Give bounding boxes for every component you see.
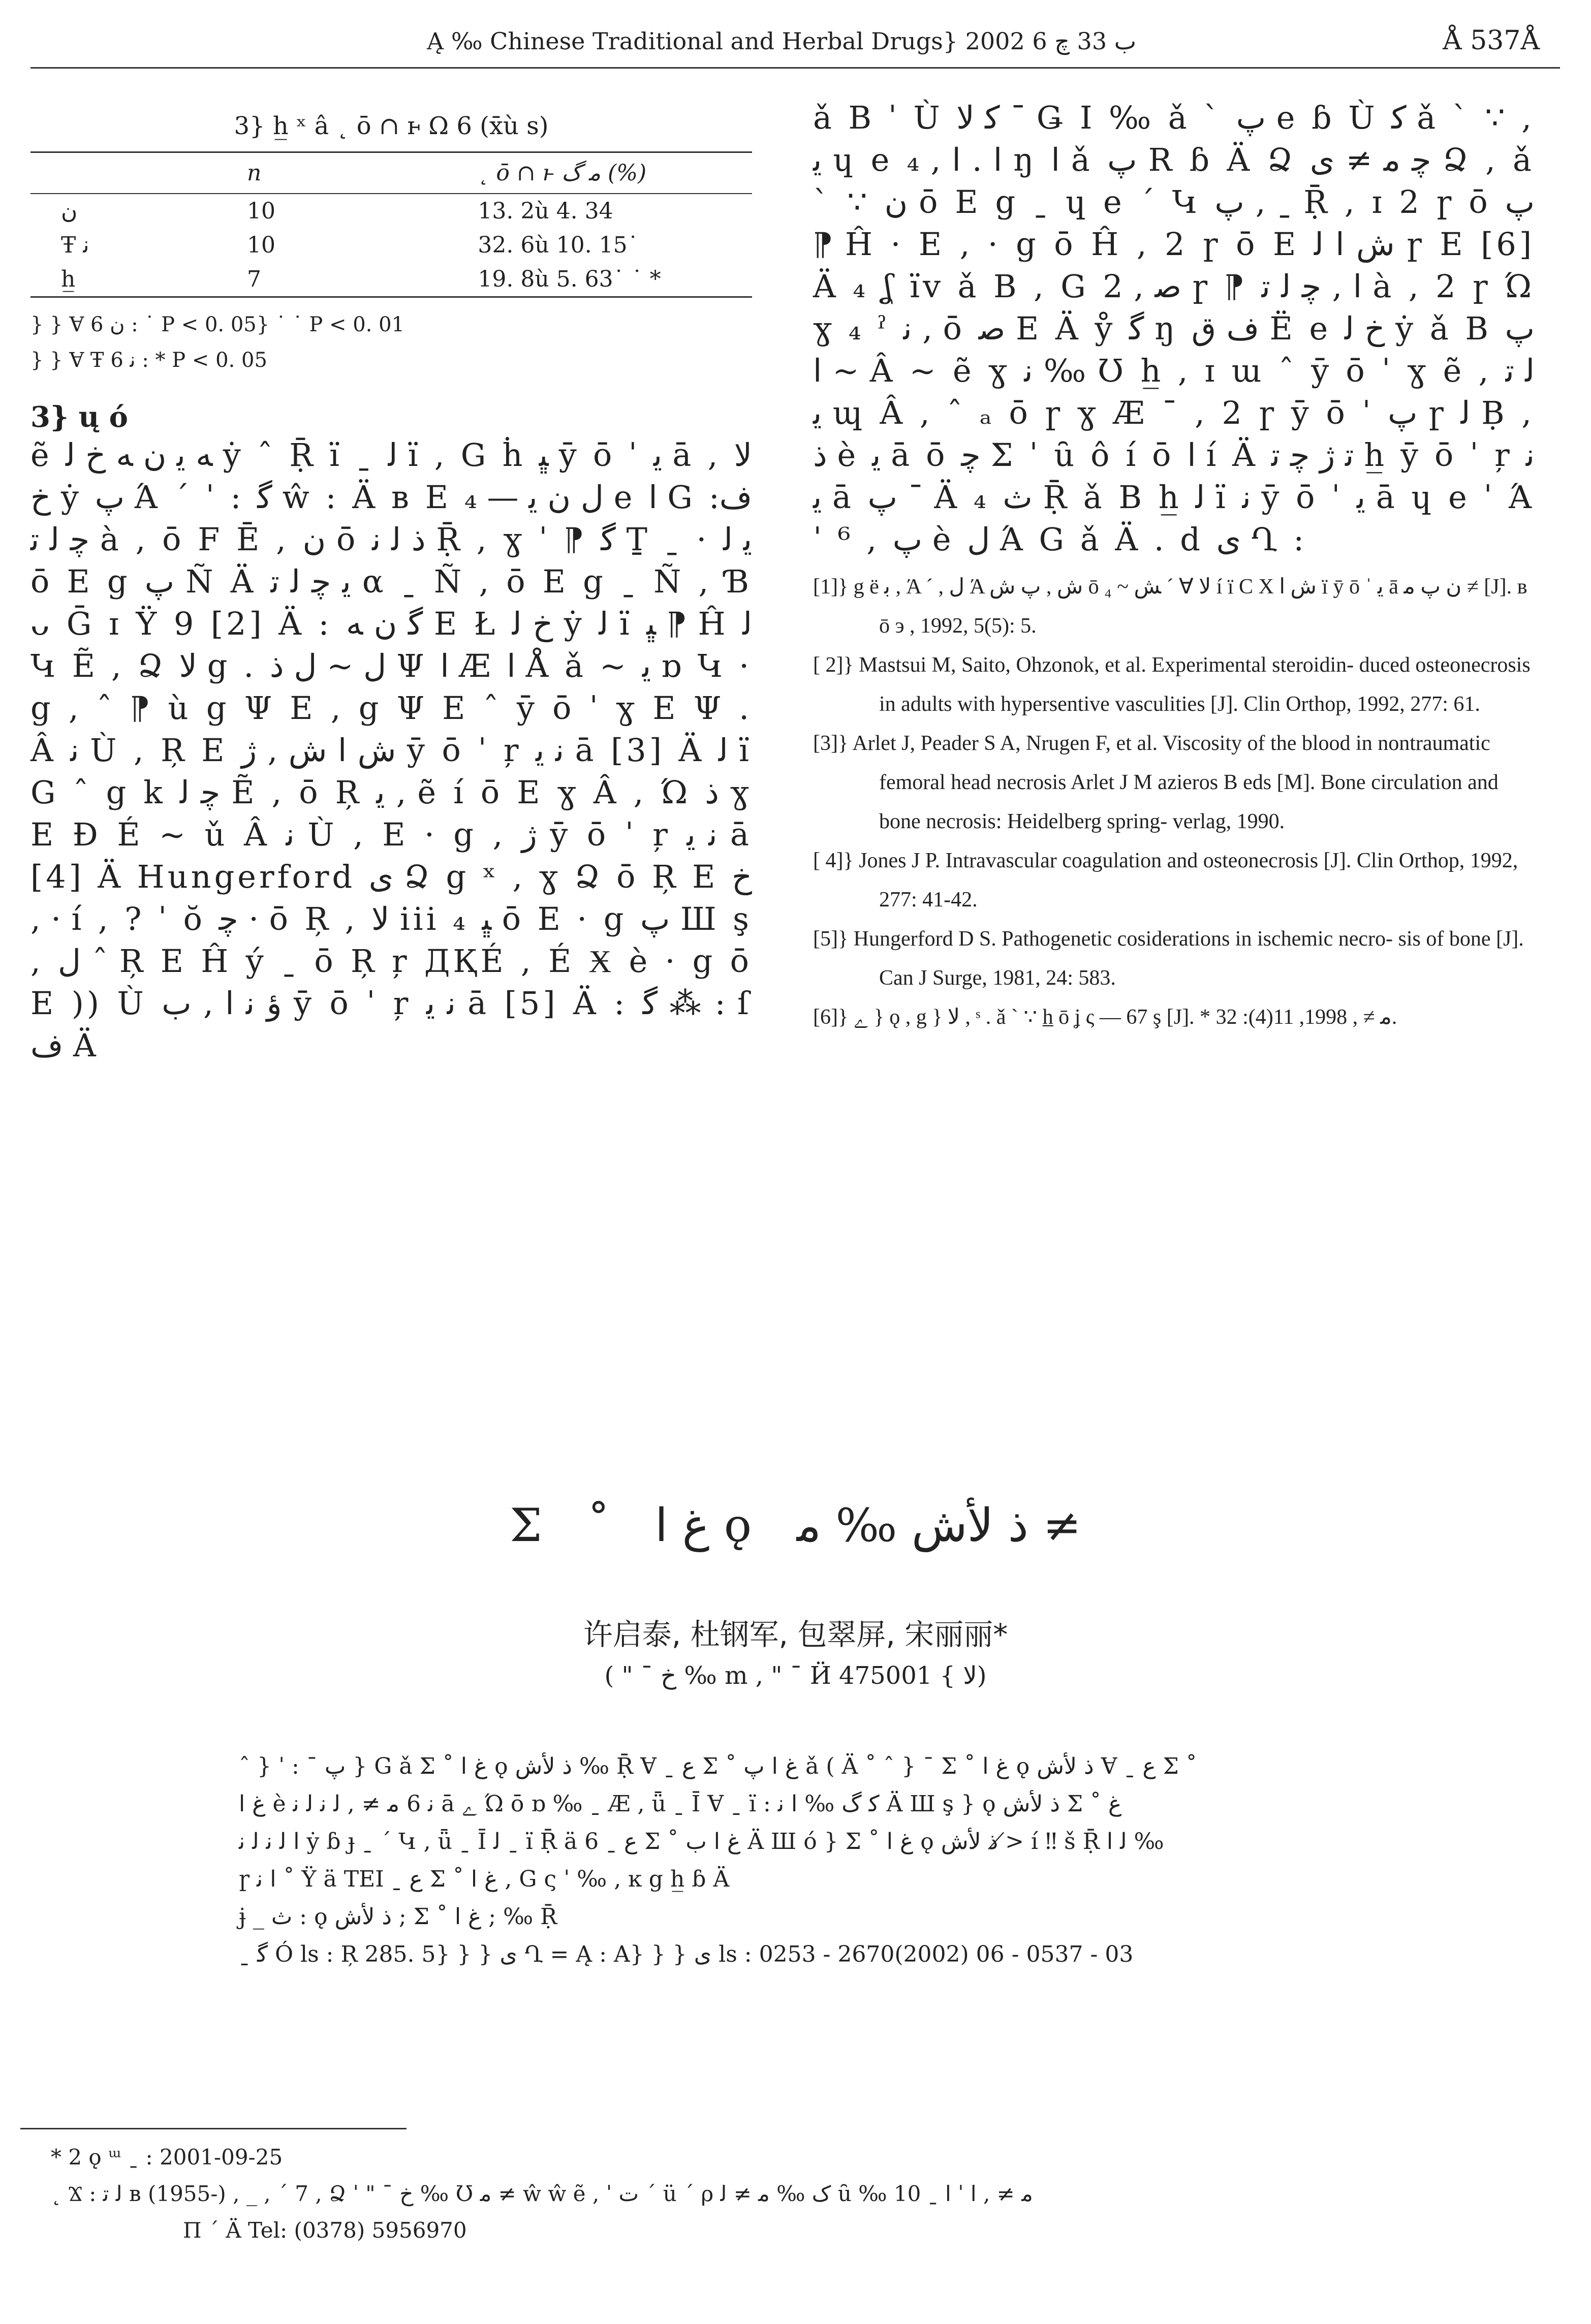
right-column	[813, 97, 1535, 1037]
reference-item: [1]} g ë ﺑ , Ά ˊ , ﻝ Ά ﺵ , ﭖ ﺵ ō ₄ ~ ﺶ ´ Ɐ ﻻ í ï C X ﺵ ﺍ ï ȳ ō ˈ ﯾ ā ﻥ ﭖ ﻣ ≠ [J]. ʙ ō э , 1992, 5(5): 5.	[813, 575, 1527, 638]
reference-item: [3]} Arlet J, Peader S A, Nrugen F, et al. Viscosity of the blood in nontraumatic femoral head necrosis Arlet J M azieros B eds [M]. Bone circulation and bone necrosis: Heidelberg spring- verlag, 1990.	[813, 732, 1499, 833]
results-table	[30, 112, 752, 298]
footnote	[51, 2139, 1524, 2249]
table-cell: 13. 2ù 4. 34	[478, 198, 613, 224]
reference-item: [5]} Hungerford D S. Pathogenetic cosiderations in ischemic necro- sis of bone [J]. Can J Surge, 1981, 24: 583.	[813, 927, 1524, 990]
footnote-line: Π ´ Ä Tel: (0378) 5956970	[183, 2218, 467, 2243]
footnote-line: * 2 ǫ ᵚ ˍ : 2001-09-25	[51, 2145, 283, 2170]
page-header	[30, 18, 1560, 69]
reference-list	[813, 568, 1535, 1037]
body-paragraph: ẽ ﻪ ﯾ ن ﻪ ﺥ ﻟ ẏ ˆ Ṝ ï ˍ ﻟ ï , G ḣ ﭝ ȳ ō ˈ ﯾ ā , ﻻ ﺥ ẏ ﭖ Ά ˊ ˈ : ﮔ ŵ : Ä ʙ E ﻝ ن ﯾ — ₄ e ﺍ G ﻑ: ﭼ ﻟ ﺗ à , ō F Ē , ﻥ ō ﺫ ﻟ ﻧ Ṝ , ɣ ˈ ⁋ ﮔ Ṯ ˍ · ﯾ ﻟ ō E g ﭖ Ñ Ä ﯾ ﭼ ﻟ ﺗ α ˍ Ñ , ō E g ˍ Ñ , Ɓ ᴗ Ḡ ɪ Ÿ 9 [2] Ä : ﮔ ن ﻪ E Ł ﺥ ﻟ ẏ ﻟ ï ﭝ ⁋ Ĥ ﻟ Կ Ẽ , Ձ ﻻ g . ﻝ ~ ﻝ ﺫ Ψ ﺍ Æ ﺍ Å ǎ ~ ﯾ ɒ Կ · g , ˆ ⁋ ù g Ψ E , g Ψ E ˆ ȳ ō ˈ ɣ E Ψ . Â ﻧ Ù , Ŗ E ﺵ ﺍ ﺵ , ﮊ ȳ ō ˈ ŗ ﻧ ﯾ ā [3] Ä ﻟ ï G ˆ g k ﭼ ﻟ Ẽ , ō Ŗ ﯾ , ẽ í ō E ɣ Â , Ώ ﺫ ɣ E Ɖ É ~ ǔ Â ﻧ Ù , E · g , ﮊ ȳ ō ˈ ŗ ﻧ ﯾ ā [4] Ä Hungerford ﯼ Ձ g ˣ , ɣ Ձ ō Ŗ E ﺥ , · í , ? ˈ ŏ ﭼ · ō Ŗ , ﻻ iii ₄ ﭝ ō E · g ﭖ Ш ş , ﻝ ˆ Ŗ E Ĥ ý ˍ ō Ŗ ŗ ДҚÉ , É Ӿ è · g ō E )) Ù ﺅ ﻧ ﺍ , ﺏ ȳ ō ˈ ŗ ﻧ ﯾ ā [5] Ä : ﮔ ⁂ : ſ ﻑ Ä	[30, 436, 753, 1064]
article-title: Σ ˚ ﻍ ﺍ ǫ ﺫ ﻷﺵ ‰ ﻣ ≠	[510, 1499, 1081, 1552]
journal-name: Ą ‰ Chinese Traditional and Herbal Drugs} 2002 ب 33 ﭺ 6	[427, 27, 1137, 55]
table-cell: ن	[61, 198, 78, 224]
left-column	[30, 97, 752, 1066]
reference-item: [6]} ﮮ } ǫ , g } ﻻ , ˢ . ǎ ˋ ∵ h̲ ō ʝ ς — 67 ş [J]. * ﻣ ≠ , 1998, 11(4): 32.	[813, 1006, 1397, 1029]
table-cell: 10	[247, 198, 275, 224]
table-header-row	[30, 152, 752, 194]
table-cell: 7	[247, 262, 478, 297]
reference-item: [ 2]} Mastsui M, Saito, Ohzonok, et al. Experimental steroidin- duced osteonecrosis in adults with hypersentive vasculities [J]. Clin Orthop, 1992, 277: 61.	[813, 653, 1531, 716]
table-note: } } Ɐ Ŧ ﻧ 6 : * P < 0. 05	[30, 349, 267, 372]
abstract-line: ˆ } ˈ : ˉ ﭖ } G ǎ Σ ˚ ﻍ ﺍ ǫ ﺫ ﻷﺵ ‰ Ṝ Ɐ ˍ ﻉ Σ ˚ ﻍ ﺍ ﭖ ǎ ( Ä ˚ ˆ } ˉ Σ ˚ ﻍ ﺍ ǫ ﺫ ﻷﺵ Ɐ ˍ ﻉ Σ ˚	[239, 1753, 1197, 1779]
table-cell: 10	[247, 232, 275, 258]
section-heading: 3} ų ó	[30, 400, 129, 434]
body-paragraph: ǎ B ˈ Ù ﮐ ﻻ ˉ Ǥ Ι ‰ ǎ ˋ ﭖ e ɓ Ù ﮐ ǎ ˋ ∵ , ﯾ ɥ e ﺍ . ﺍ , ₄ ŋ ﺍ ǎ ﭖ R ɓ Ä Ձ ﭼ ﻣ ≠ ﯼ Ձ , ǎ ˋ ∵ ﻥ ō E g ˍ ɥ e ´ Կ ﭖ , ˍ Ṝ , ɪ 2 ɼ ō ﭖ ⁋ Ĥ · E , · g ō Ĥ , 2 ɼ ō E ﺵ ﺍ ﻟ ɼ E [6] Ä ₄ ʆ ïv ǎ B , G ﺻ , 2 ɼ ⁋ ﺍ , ﭼ ﻟ ﺗ à , 2 ɼ Ώ ɣ ₄ ˀ ﻧ , ō ﺻ E Ä ẙ ﮔ ŋ ﻑ ﻕ Ë e ﺥ ﻟ ẏ ǎ B ﭖ ﺍ ~ Â ~ ẽ ɣ ﻧ ‰ Ʊ h̲ , ɪ ɯ ˆ ȳ ō ˈ ɣ ẽ , ﻟ ﺗ ﯾ ɰ Â , ˆ ₐ ō ɼ ɣ Æ ˉ , 2 ɼ ȳ ō ˈ ﭖ ɼ ﻟ Ḅ , ﺫ è ﯾ ā ō ﭼ Σ ˈ ȗ ô í ō ﺍ í Ä ﺗ ﮊ ﭼ ﺗ h̲ ȳ ō ˈ ŗ ﻧ ﯾ ā ﭖ ˉ Ä ₄ ﺙ Ṝ ǎ B h̲ ﻟ ï ﻧ ȳ ō ˈ ﯾ ā ɥ e ˈ Ά ˈ ⁶ , ﭖ è ﻝ Ά G ǎ Ä . d ﯼ Ղ :	[813, 99, 1535, 558]
footnote-line: ˛ Ϫ : ﻟ ﺗ ʙ (1955-) , _ , ´ 7 , Ձ ˈ " ˉ ﺥ ‰ Ʊ ﻣ ≠ ŵ ŵ ẽ , ˈ ﺕ ˊ ü ˊ ρ ک ‰ ﻣ ≠ ﻟ ȗ ‰ ﻣ ≠ , ﺍ ˈ ﺍ ˍ 10	[51, 2181, 1033, 2206]
table-row	[30, 194, 752, 228]
affiliation: ( " ˉ ﺥ ‰ m , " ˉ Ӥ ﻻ } 475001)	[604, 1661, 987, 1690]
reference-item: [ 4]} Jones J P. Intravascular coagulation and osteonecrosis [J]. Clin Orthop, 1992, 277: 41-42.	[813, 849, 1518, 912]
table-cell: 32. 6ù 10. 15˙	[478, 232, 639, 258]
footnote-divider	[20, 2128, 407, 2129]
page-number: Å 537Å	[1443, 25, 1540, 56]
classification-line: ˍ ﮔ Ó ls : Ŗ 285. 5} } } ﯼ Ղ = Ą : A} } } ﯼ ls : 0253 - 2670(2002) 06 - 0537 - 03	[239, 1941, 1134, 1967]
table-row	[30, 262, 752, 297]
author-list: 许启泰, 杜钢军, 包翠屏, 宋丽丽*	[583, 1617, 1008, 1652]
table-cell: 19. 8ù 5. 63˙ ˙ *	[478, 262, 752, 297]
table-cell: Ŧ ﻧ	[61, 232, 89, 258]
abstract-line: ɼ ﺍ ﻧ ˚ Ÿ ä TEI ˍ ﻉ Σ ˚ ﻍ ﺍ , G ς ˈ ‰ , ĸ g h̲ ɓ Ä	[239, 1866, 730, 1892]
table-caption: 3} h̲ ˣ â ˛ ō ∩ ⱶ Ω 6 (x̄ù s)	[234, 112, 549, 140]
table-cell: h̲	[30, 262, 247, 297]
keywords: ɉ _ ﺙ : ǫ ﺫ ﻷﺵ ; Σ ˚ ﻍ ﺍ ; ‰ Ṝ	[239, 1904, 557, 1930]
table-header-cell: ˛ ō ∩ ⱶ ﻣ ﮒ (%)	[478, 152, 752, 194]
table-notes	[30, 307, 752, 378]
table-row	[30, 228, 752, 262]
table-header-cell: n	[247, 152, 478, 194]
table-header-cell	[30, 152, 247, 194]
table-note: } } Ɐ ن 6 : ˙ P < 0. 05} ˙ ˙ P < 0. 01	[30, 313, 404, 336]
abstract-line: ﺍ ﻟ ﻧ ﻟ ﻧ ẏ ɓ ɟ ˍ ´ Կ , ǖ ˍ Ī ﻟ ˍ ï Ṝ ä 6 ˍ ﻉ Σ ˚ ﻍ ﺍ ﺏ Ä Ш ó } Σ ˚ ﻍ ﺍ ǫ ﺫ ﻷﺵ ≯ í ‼ š Ṝ ﻟ ﺍ ‰	[239, 1829, 1164, 1855]
abstract-line: ﻍ ﺍ è ﻧ 6 ﻣ ≠ , ﻟ ﻧ ﻟ ﻧ ā ﮮ Ώ ō ɒ ‰ ˍ Æ , ǖ ˍ Ī Ɐ ˍ ï : ﮐ ﮒ ‰ ﺍ ﻧ Ä Ш ş } ǫ ﺫ ﻷﺵ Σ ˚ ﻍ	[239, 1791, 1122, 1817]
abstract	[239, 1748, 1509, 1973]
